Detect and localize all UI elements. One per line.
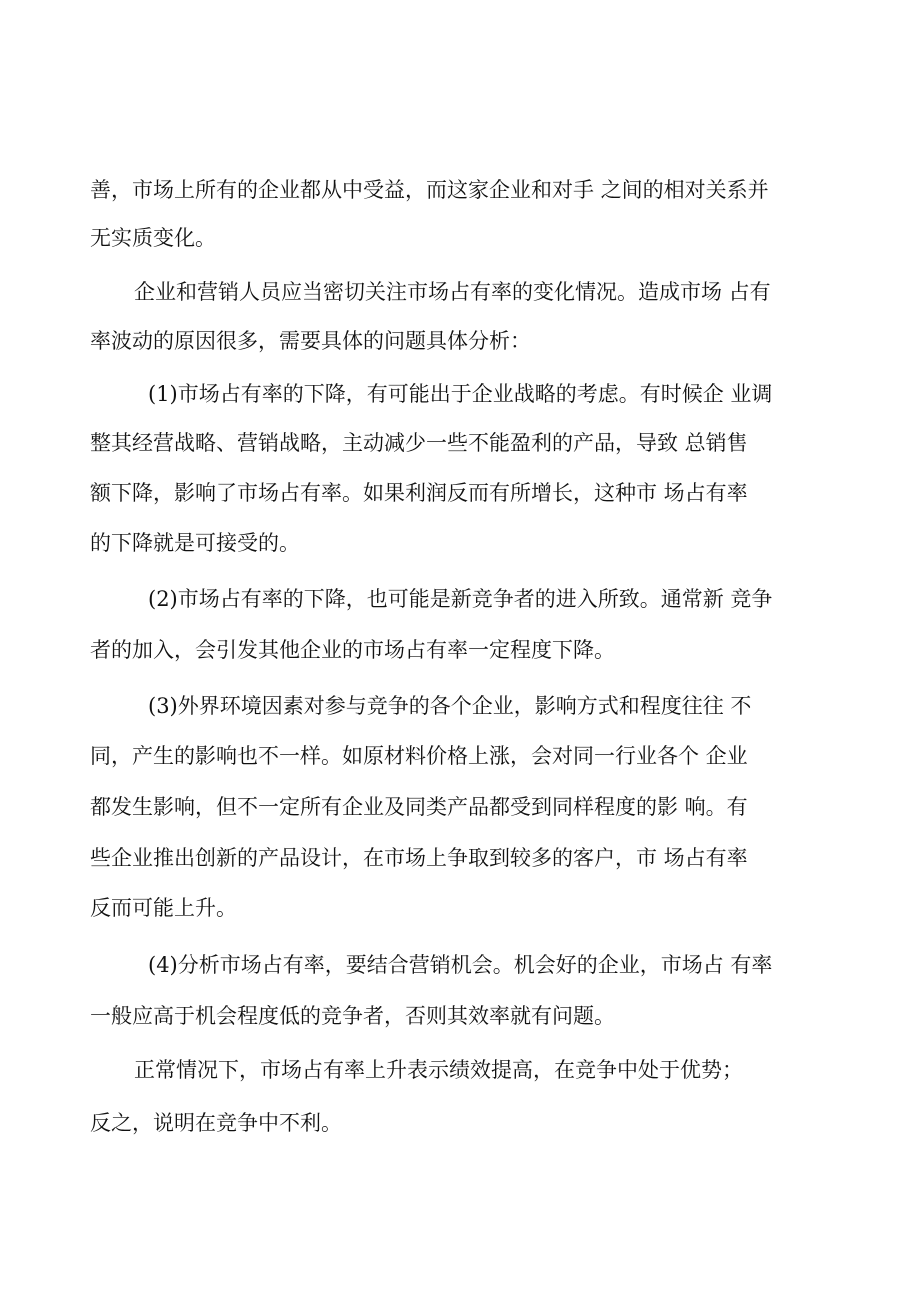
text-line: 都发生影响，但不一定所有企业及同类产品都受到同样程度的影 响。有 <box>90 795 748 819</box>
text-line: 无实质变化。 <box>90 226 216 250</box>
text-line: 善，市场上所有的企业都从中受益，而这家企业和对手 之间的相对关系并 <box>90 178 769 202</box>
text-line: 同，产生的影响也不一样。如原材料价格上涨，会对同一行业各个 企业 <box>90 744 748 768</box>
text-line: (3)外界环境因素对参与竞争的各个企业，影响方式和程度往往 不 <box>148 694 752 718</box>
text-line: 的下降就是可接受的。 <box>90 531 300 555</box>
text-line: 者的加入，会引发其他企业的市场占有率一定程度下降。 <box>90 638 615 662</box>
text-line: 率波动的原因很多，需要具体的问题具体分析： <box>90 329 531 353</box>
text-line: 整其经营战略、营销战略，主动减少一些不能盈利的产品，导致 总销售 <box>90 431 748 455</box>
text-line: 反之，说明在竞争中不利。 <box>90 1111 342 1135</box>
text-line: (1)市场占有率的下降，有可能出于企业战略的考虑。有时候企 业调 <box>148 382 773 406</box>
text-line: 企业和营销人员应当密切关注市场占有率的变化情况。造成市场 占有 <box>134 280 771 304</box>
text-line: 额下降，影响了市场占有率。如果利润反而有所增长，这种市 场占有率 <box>90 481 748 505</box>
text-line: 些企业推出创新的产品设计，在市场上争取到较多的客户，市 场占有率 <box>90 846 748 870</box>
text-line: (4)分析市场占有率，要结合营销机会。机会好的企业，市场占 有率 <box>148 953 773 977</box>
text-line: 正常情况下，市场占有率上升表示绩效提高，在竞争中处于优势； <box>134 1058 743 1082</box>
text-line: (2)市场占有率的下降，也可能是新竞争者的进入所致。通常新 竞争 <box>148 587 773 611</box>
text-line: 反而可能上升。 <box>90 896 237 920</box>
text-line: 一般应高于机会程度低的竞争者，否则其效率就有问题。 <box>90 1004 615 1028</box>
